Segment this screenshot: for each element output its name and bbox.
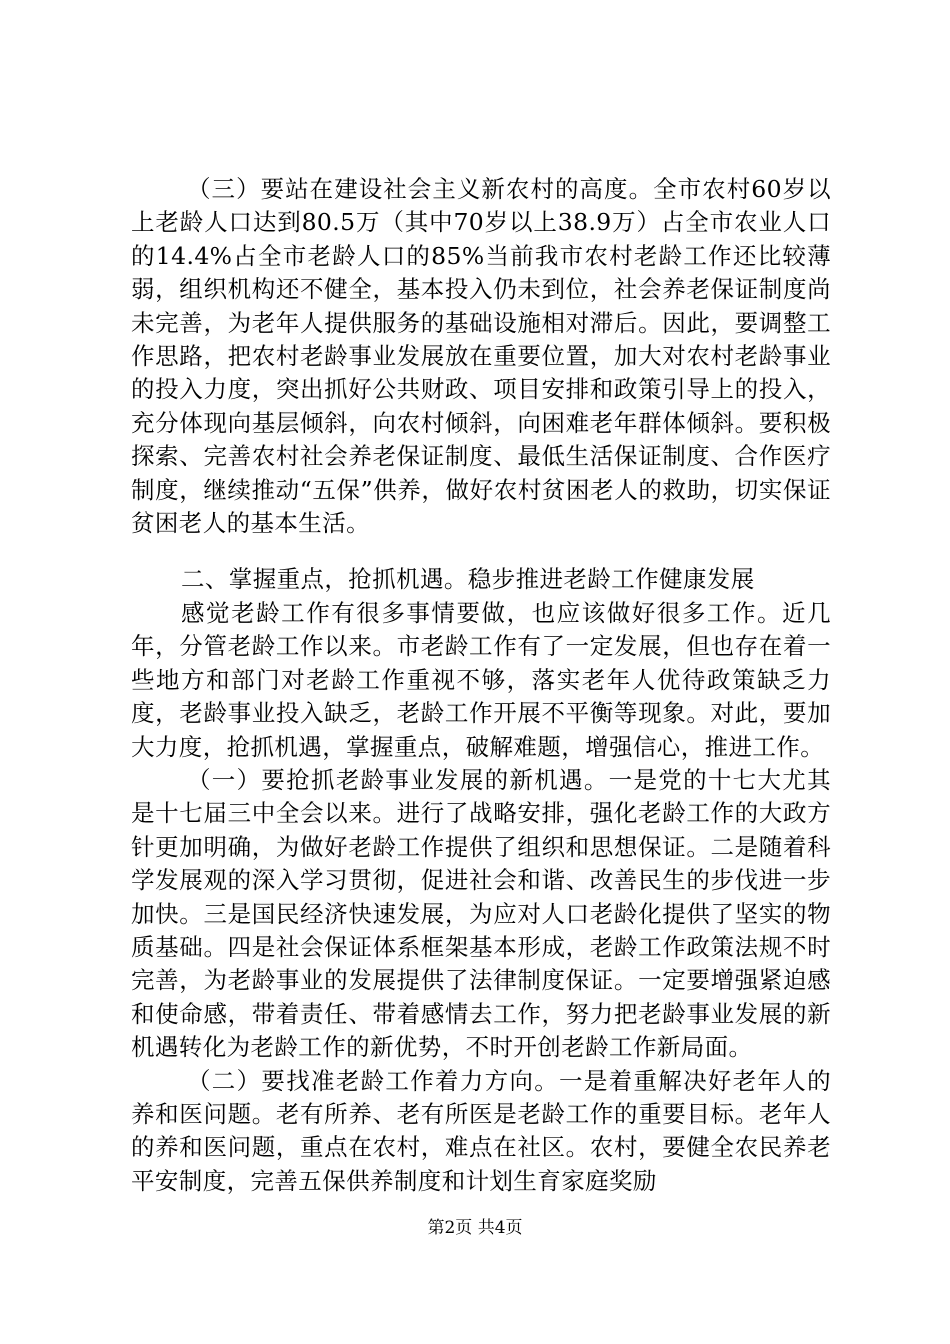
paragraph-opportunity: （一）要抢抓老龄事业发展的新机遇。一是党的十七大尤其是十七届三中全会以来。进行了战略安排，强化老龄工作的大政方针更加明确，为做好老龄工作提供了组织和思想保证。二是随着科学发展观的深入学习贯彻，促进社会和谐、改善民生的步伐进一步加快。三是国民经济快速发展，为应对人口老龄化提供了坚实的物质基础。四是社会保证体系框架基本形成，老龄工作政策法规不时完善，为老龄事业的发展提供了法律制度保证。一定要增强紧迫感和使命感，带着责任、带着感情去工作，努力把老龄事业发展的新机遇转化为老龄工作的新优势，不时开创老龄工作新局面。 xyxy=(131,765,831,1062)
paragraph-overview: 感觉老龄工作有很多事情要做，也应该做好很多工作。近几年，分管老龄工作以来。市老龄工作有了一定发展，但也存在着一些地方和部门对老龄工作重视不够，落实老年人优待政策缺乏力度，老龄事业投入缺乏，老龄工作开展不平衡等现象。对此，要加大力度，抢抓机遇，掌握重点，破解难题，增强信心，推进工作。 xyxy=(131,598,831,761)
page-footer: 第2页 共4页 xyxy=(427,1218,523,1238)
section-heading-two: 二、掌握重点，抢抓机遇。稳步推进老龄工作健康发展 xyxy=(181,565,755,594)
paragraph-direction: （二）要找准老龄工作着力方向。一是着重解决好老年人的养和医问题。老有所养、老有所医是老龄工作的重要目标。老年人的养和医问题，重点在农村，难点在社区。农村，要健全农民养老平安制度，完善五保供养制度和计划生育家庭奖励 xyxy=(131,1066,831,1195)
document-body xyxy=(131,173,831,1198)
paragraph-rural-elderly: （三）要站在建设社会主义新农村的高度。全市农村60岁以上老龄人口达到80.5万（其中70岁以上38.9万）占全市农业人口的14.4%占全市老龄人口的85%当前我市农村老龄工作还比较薄弱，组织机构还不健全，基本投入仍未到位，社会养老保证制度尚未完善，为老年人提供服务的基础设施相对滞后。因此，要调整工作思路，把农村老龄事业发展放在重要位置，加大对农村老龄事业的投入力度，突出抓好公共财政、项目安排和政策引导上的投入，充分体现向基层倾斜，向农村倾斜，向困难老年群体倾斜。要积极探索、完善农村社会养老保证制度、最低生活保证制度、合作医疗制度，继续推动“五保”供养，做好农村贫困老人的救助，切实保证贫困老人的基本生活。 xyxy=(131,175,831,538)
